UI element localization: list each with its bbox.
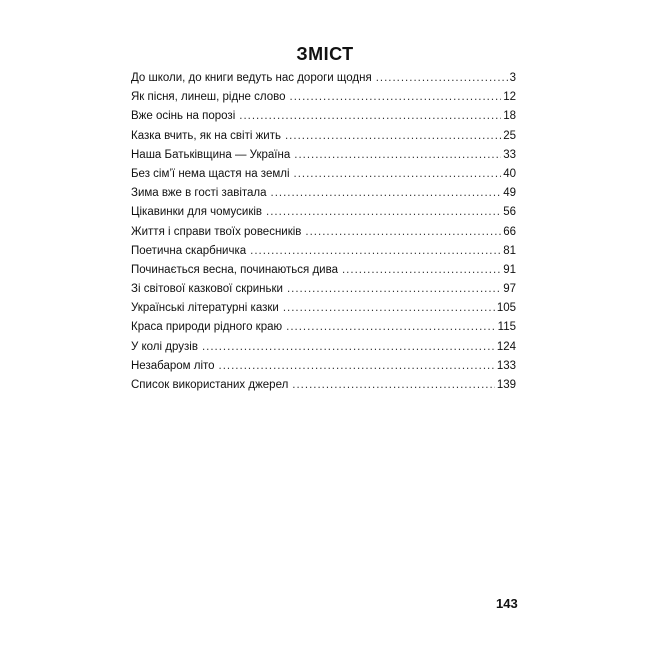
page-title: ЗМІСТ <box>296 44 354 64</box>
toc-entry-page: 3 <box>509 72 516 84</box>
toc-leader-dots <box>271 184 502 203</box>
toc-entry-page: 49 <box>503 187 516 200</box>
toc-leader-dots <box>294 165 502 184</box>
toc-entry-title: У колі друзів <box>131 340 198 353</box>
toc-entry <box>131 318 516 337</box>
toc-entry <box>131 242 516 261</box>
toc-entry-title: Список використаних джерел <box>131 379 289 391</box>
toc-entry-title: Вже осінь на порозі <box>131 110 236 123</box>
toc-entry <box>131 146 516 165</box>
toc-entry-page: 56 <box>503 206 516 219</box>
toc-entry-page: 91 <box>503 263 516 276</box>
toc-entry <box>131 299 516 318</box>
toc-entry <box>131 280 516 299</box>
toc-entry <box>131 261 516 280</box>
toc-leader-dots <box>342 261 501 280</box>
toc-entry-page: 33 <box>503 148 516 161</box>
toc-entry-page: 40 <box>503 167 516 180</box>
toc-entry-title: Українські літературні казки <box>131 302 279 315</box>
toc-leader-dots <box>219 357 495 376</box>
toc-leader-dots <box>266 203 501 222</box>
toc-entry <box>131 338 516 357</box>
toc-entry <box>131 69 516 88</box>
toc-entry-title: До школи, до книги ведуть нас дороги щодня <box>131 72 372 84</box>
toc-entry-page: 66 <box>503 225 516 238</box>
toc-entry-page: 18 <box>503 110 516 123</box>
page-number: 143 <box>496 596 518 611</box>
toc-entry-page: 25 <box>503 129 516 142</box>
toc-entry <box>131 203 516 222</box>
toc-entry-page: 81 <box>503 244 516 257</box>
toc-leader-dots <box>305 223 501 242</box>
toc-entry-page: 133 <box>496 359 516 372</box>
toc-leader-dots <box>290 88 502 107</box>
toc-entry-page: 124 <box>496 340 516 353</box>
toc-entry-title: Наша Батьківщина — Україна <box>131 148 291 161</box>
toc-leader-dots <box>287 280 501 299</box>
table-of-contents <box>131 69 516 395</box>
toc-leader-dots <box>286 318 496 337</box>
toc-leader-dots <box>294 146 501 165</box>
toc-entry-title: Казка вчить, як на світі жить <box>131 129 281 142</box>
toc-entry-title: Цікавинки для чомусиків <box>131 206 263 219</box>
toc-leader-dots <box>202 338 495 357</box>
toc-entry-page: 115 <box>497 321 516 334</box>
toc-entry-page: 97 <box>503 283 516 296</box>
toc-entry-page: 12 <box>503 91 516 104</box>
toc-entry <box>131 357 516 376</box>
toc-leader-dots <box>285 127 501 146</box>
toc-entry-title: Краса природи рідного краю <box>131 321 283 334</box>
toc-entry <box>131 107 516 126</box>
toc-entry <box>131 223 516 242</box>
toc-entry-title: Зима вже в гості завітала <box>131 187 267 200</box>
toc-entry <box>131 127 516 146</box>
toc-entry <box>131 376 516 395</box>
toc-leader-dots <box>283 299 495 318</box>
toc-leader-dots <box>239 107 501 126</box>
toc-entry <box>131 88 516 107</box>
toc-entry-page: 139 <box>496 379 516 391</box>
toc-entry-title: Незабаром літо <box>131 359 215 372</box>
toc-leader-dots <box>250 242 501 261</box>
toc-leader-dots <box>376 69 508 88</box>
toc-entry <box>131 184 516 203</box>
toc-entry-title: Поетична скарбничка <box>131 244 247 257</box>
toc-entry-title: Без сім’ї нема щастя на землі <box>131 167 290 180</box>
toc-entry <box>131 165 516 184</box>
toc-entry-title: Як пісня, линеш, рідне слово <box>131 91 286 104</box>
toc-entry-title: Зі світової казкової скриньки <box>131 283 283 296</box>
toc-leader-dots <box>292 376 495 395</box>
toc-entry-title: Починається весна, починаються дива <box>131 263 338 276</box>
toc-entry-title: Життя і справи твоїх ровесників <box>131 225 302 238</box>
toc-entry-page: 105 <box>496 302 516 315</box>
